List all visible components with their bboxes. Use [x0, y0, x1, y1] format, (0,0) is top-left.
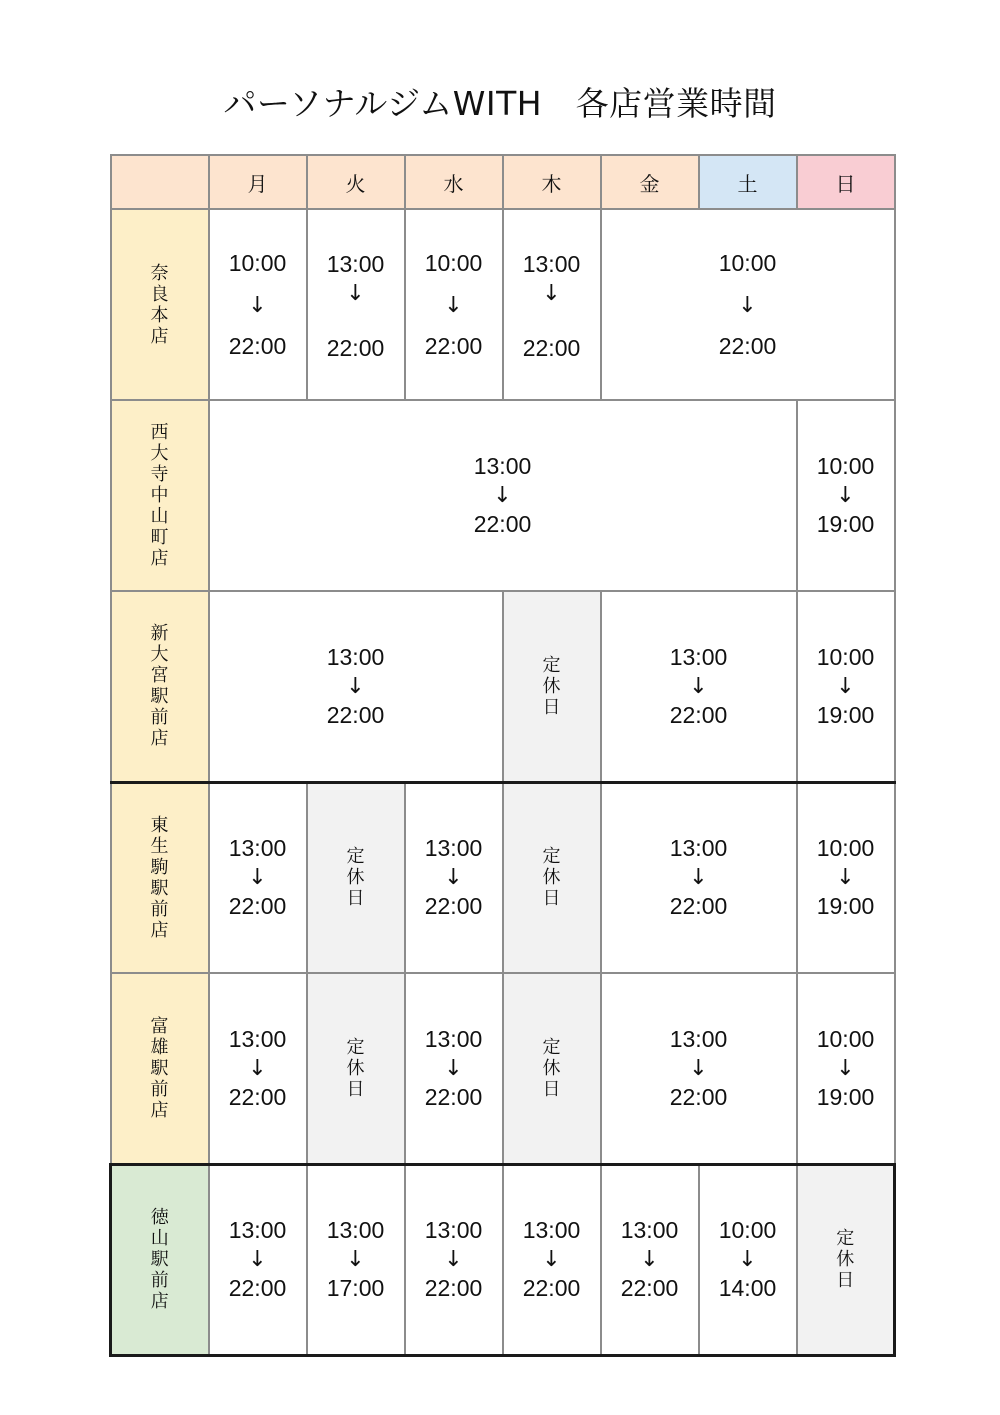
- hours-tomio-fri-sat: 13:00 ↓ 22:00: [601, 973, 797, 1164]
- store-name-nara: 奈良本店: [111, 209, 209, 400]
- store-row-higashi-ikoma: [111, 782, 895, 973]
- closed-tokuyama-sun: 定休日: [797, 1164, 895, 1355]
- day-header-mon: 月: [209, 155, 307, 209]
- hours-saidaiji-mon-sat: 13:00 ↓ 22:00: [209, 400, 797, 591]
- hours-tokuyama-tue: 13:00 ↓ 17:00: [307, 1164, 405, 1355]
- closed-tomio-thu: 定休日: [503, 973, 601, 1164]
- hours-tokuyama-sat: 10:00 ↓ 14:00: [699, 1164, 797, 1355]
- hours-higashi-ikoma-sun: 10:00 ↓ 19:00: [797, 782, 895, 973]
- hours-higashi-ikoma-fri-sat: 13:00 ↓ 22:00: [601, 782, 797, 973]
- day-header-sat: 土: [699, 155, 797, 209]
- hours-tomio-mon: 13:00 ↓ 22:00: [209, 973, 307, 1164]
- store-name-higashi-ikoma: 東生駒駅前店: [111, 782, 209, 973]
- store-row-nara: [111, 209, 895, 400]
- hours-table: [109, 154, 896, 1357]
- closed-higashi-ikoma-thu: 定休日: [503, 782, 601, 973]
- store-name-tomio: 富雄駅前店: [111, 973, 209, 1164]
- hours-tokuyama-thu: 13:00 ↓ 22:00: [503, 1164, 601, 1355]
- hours-saidaiji-sun: 10:00 ↓ 19:00: [797, 400, 895, 591]
- hours-higashi-ikoma-wed: 13:00 ↓ 22:00: [405, 782, 503, 973]
- closed-tomio-tue: 定休日: [307, 973, 405, 1164]
- hours-higashi-ikoma-mon: 13:00 ↓ 22:00: [209, 782, 307, 973]
- hours-tomio-sun: 10:00 ↓ 19:00: [797, 973, 895, 1164]
- store-row-tokuyama: [111, 1164, 895, 1355]
- closed-higashi-ikoma-tue: 定休日: [307, 782, 405, 973]
- store-name-tokuyama: 徳山駅前店: [111, 1164, 209, 1355]
- header-row: [111, 155, 895, 209]
- hours-tomio-wed: 13:00 ↓ 22:00: [405, 973, 503, 1164]
- store-name-shin-omiya: 新大宮駅前店: [111, 591, 209, 782]
- closed-shin-omiya-thu: 定休日: [503, 591, 601, 782]
- store-row-shin-omiya: [111, 591, 895, 782]
- day-header-wed: 水: [405, 155, 503, 209]
- store-name-saidaiji: 西大寺中山町店: [111, 400, 209, 591]
- hours-shin-omiya-mon-wed: 13:00 ↓ 22:00: [209, 591, 503, 782]
- day-header-sun: 日: [797, 155, 895, 209]
- hours-tokuyama-mon: 13:00 ↓ 22:00: [209, 1164, 307, 1355]
- hours-shin-omiya-sun: 10:00 ↓ 19:00: [797, 591, 895, 782]
- store-row-saidaiji: [111, 400, 895, 591]
- hours-tokuyama-fri: 13:00 ↓ 22:00: [601, 1164, 699, 1355]
- store-row-tomio: [111, 973, 895, 1164]
- page-title: パーソナルジムWITH 各店営業時間: [223, 84, 777, 123]
- hours-tokuyama-wed: 13:00 ↓ 22:00: [405, 1164, 503, 1355]
- hours-nara-thu: 13:00 ↓ 22:00: [503, 209, 601, 400]
- hours-nara-wed: 10:00 ↓ 22:00: [405, 209, 503, 400]
- hours-nara-fri-sun: 10:00 ↓ 22:00: [601, 209, 895, 400]
- day-header-fri: 金: [601, 155, 699, 209]
- day-header-thu: 木: [503, 155, 601, 209]
- day-header-tue: 火: [307, 155, 405, 209]
- header-corner: [111, 155, 209, 209]
- hours-shin-omiya-fri-sat: 13:00 ↓ 22:00: [601, 591, 797, 782]
- hours-nara-mon: 10:00 ↓ 22:00: [209, 209, 307, 400]
- hours-nara-tue: 13:00 ↓ 22:00: [307, 209, 405, 400]
